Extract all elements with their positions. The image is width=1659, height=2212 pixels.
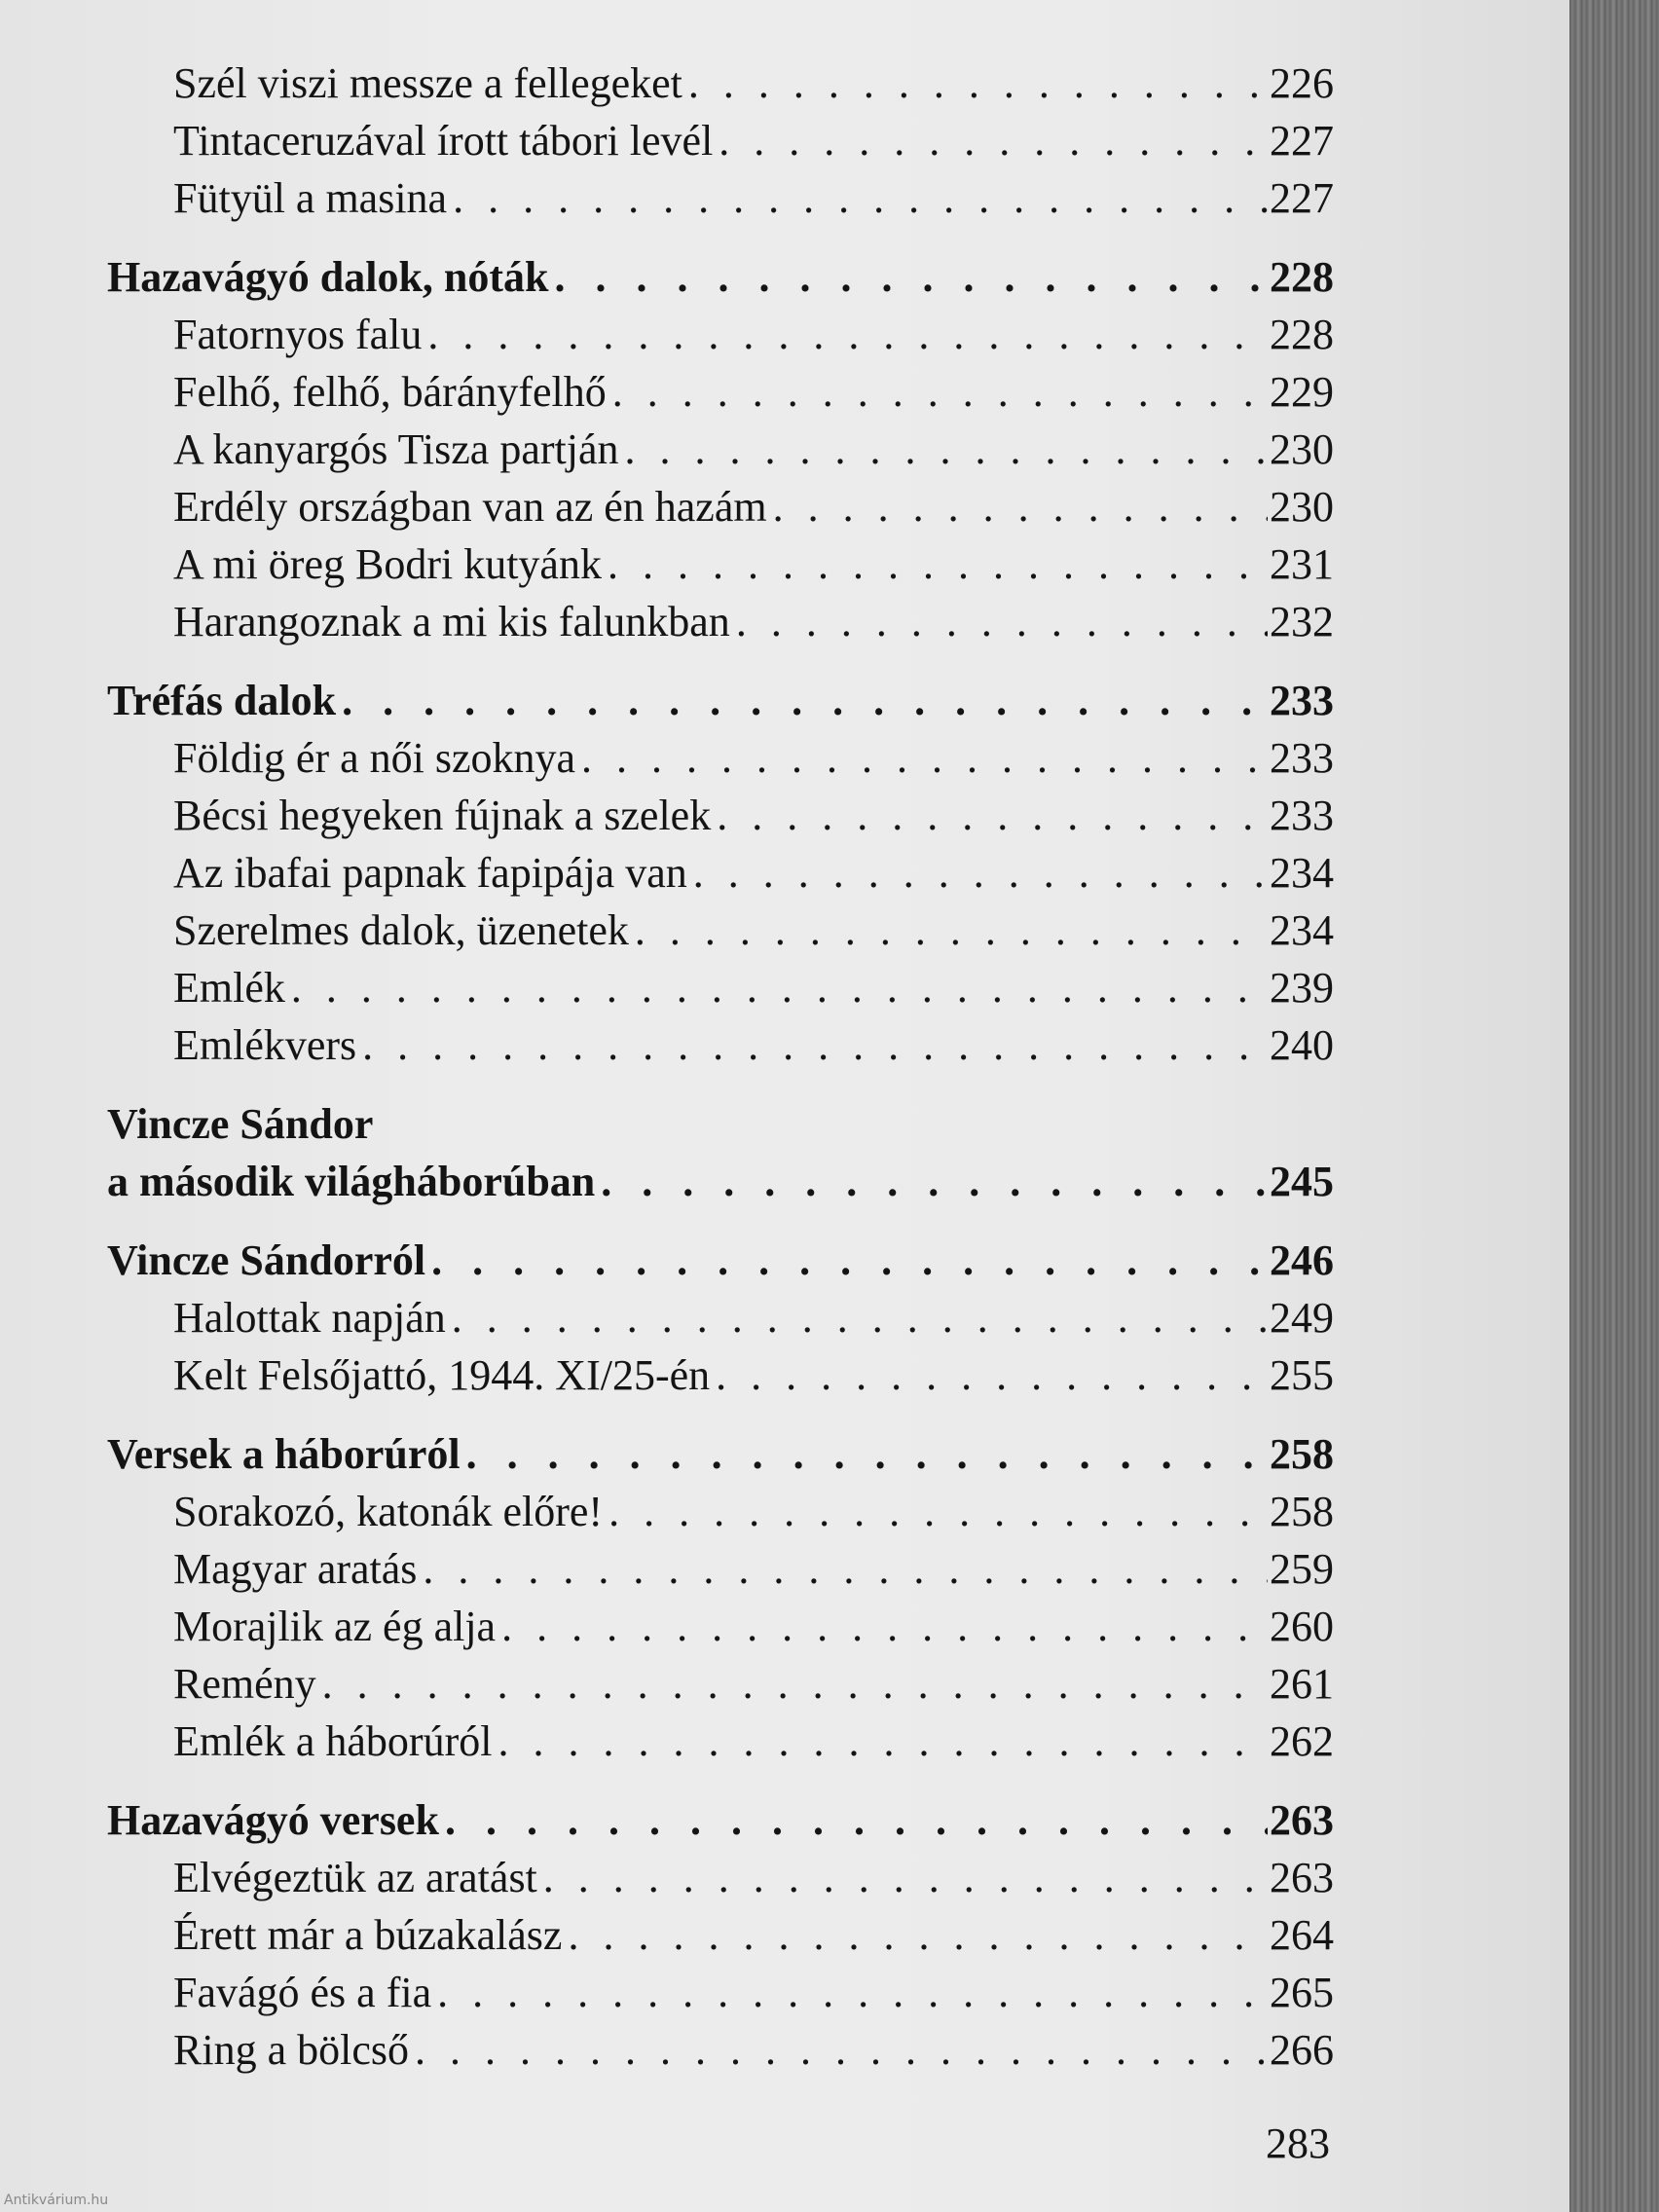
- leader-dots: [452, 1289, 1268, 1346]
- toc-section-heading: [107, 1791, 1334, 1849]
- toc-entry-title: Bécsi hegyeken fújnak a szelek: [173, 792, 712, 839]
- toc-section-heading-line1: [107, 1095, 1334, 1153]
- section-title: Hazavágyó dalok, nóták: [107, 253, 549, 301]
- section-title: Vincze Sándorról: [107, 1236, 426, 1284]
- toc-entry: [107, 902, 1334, 959]
- toc-entry: [107, 729, 1334, 787]
- toc-entry-page: 262: [1270, 1717, 1334, 1765]
- toc-entry-title: Szerelmes dalok, üzenetek: [173, 906, 629, 954]
- toc-entry: [107, 1289, 1334, 1346]
- toc-entry: [107, 1655, 1334, 1713]
- section-gap: [107, 1074, 1334, 1095]
- toc-section-heading: [107, 1425, 1334, 1483]
- toc-entry-page: 228: [1270, 311, 1334, 358]
- toc-entry-title: Emlék a háborúról: [173, 1717, 493, 1765]
- leader-dots: [581, 729, 1268, 787]
- section-page: 228: [1270, 253, 1334, 301]
- leader-dots: [608, 1483, 1268, 1540]
- toc-entry-page: 227: [1270, 174, 1334, 222]
- toc-entry: [107, 169, 1334, 227]
- toc-entry: [107, 1598, 1334, 1655]
- toc-entry-title: Remény: [173, 1660, 316, 1708]
- toc-entry: [107, 1016, 1334, 1074]
- section-page: 246: [1270, 1236, 1334, 1284]
- toc-entry-title: Felhő, felhő, bárányfelhő: [173, 368, 607, 416]
- toc-entry: [107, 593, 1334, 650]
- leader-dots: [555, 248, 1268, 306]
- leader-dots: [717, 787, 1268, 844]
- table-of-contents: [107, 55, 1334, 2079]
- toc-entry-page: 261: [1270, 1660, 1334, 1708]
- toc-entry-title: Sorakozó, katonák előre!: [173, 1488, 604, 1535]
- toc-entry-title: Fütyül a masina: [173, 174, 448, 222]
- toc-entry-page: 255: [1270, 1351, 1334, 1399]
- toc-entry-title: Erdély országban van az én hazám: [173, 483, 767, 531]
- toc-entry-page: 234: [1270, 849, 1334, 897]
- leader-dots: [427, 306, 1268, 363]
- toc-entry-page: 249: [1270, 1294, 1334, 1342]
- section-gap: [107, 227, 1334, 248]
- toc-entry: [107, 1540, 1334, 1598]
- toc-entry: [107, 55, 1334, 112]
- toc-entry: [107, 1849, 1334, 1906]
- leader-dots: [601, 1153, 1268, 1210]
- toc-entry-page: 229: [1270, 368, 1334, 416]
- leader-dots: [612, 363, 1268, 421]
- section-gap: [107, 1404, 1334, 1425]
- toc-entry: [107, 2021, 1334, 2079]
- section-page: 233: [1270, 677, 1334, 724]
- leader-dots: [437, 1964, 1268, 2021]
- toc-entry-page: 259: [1270, 1545, 1334, 1593]
- leader-dots: [736, 593, 1268, 650]
- toc-entry-page: 233: [1270, 734, 1334, 782]
- leader-dots: [291, 959, 1268, 1016]
- toc-entry: [107, 787, 1334, 844]
- toc-entry: [107, 959, 1334, 1016]
- toc-entry: [107, 1964, 1334, 2021]
- leader-dots: [445, 1791, 1268, 1849]
- section-title: Hazavágyó versek: [107, 1796, 439, 1844]
- leader-dots: [635, 902, 1268, 959]
- toc-entry-title: Morajlik az ég alja: [173, 1603, 497, 1650]
- leader-dots: [342, 672, 1268, 729]
- toc-entry-title: Magyar aratás: [173, 1545, 418, 1593]
- toc-entry-page: 227: [1270, 117, 1334, 165]
- leader-dots: [431, 1232, 1268, 1289]
- toc-section-heading: [107, 1232, 1334, 1289]
- toc-entry-title: Fatornyos falu: [173, 311, 423, 358]
- toc-entry-page: 234: [1270, 906, 1334, 954]
- leader-dots: [415, 2021, 1268, 2079]
- leader-dots: [501, 1598, 1268, 1655]
- toc-entry: [107, 363, 1334, 421]
- section-gap: [107, 1770, 1334, 1791]
- section-title: Tréfás dalok: [107, 677, 337, 724]
- section-page: 258: [1270, 1430, 1334, 1478]
- book-edge: [1569, 0, 1659, 2212]
- toc-entry-page: 231: [1270, 540, 1334, 588]
- toc-entry-title: Favágó és a fia: [173, 1969, 432, 2016]
- leader-dots: [543, 1849, 1268, 1906]
- toc-entry-title: Elvégeztük az aratást: [173, 1854, 537, 1901]
- section-title: a második világháborúban: [107, 1158, 596, 1205]
- toc-entry-page: 230: [1270, 425, 1334, 473]
- leader-dots: [362, 1016, 1268, 1074]
- toc-entry: [107, 1483, 1334, 1540]
- toc-entry-title: Tintaceruzával írott tábori levél: [173, 117, 714, 165]
- section-title: Versek a háborúról: [107, 1430, 461, 1478]
- watermark: Antikvárium.hu: [4, 2193, 109, 2208]
- leader-dots: [466, 1425, 1268, 1483]
- toc-entry-title: Ring a bölcső: [173, 2026, 409, 2074]
- toc-entry-page: 226: [1270, 59, 1334, 107]
- section-gap: [107, 650, 1334, 672]
- toc-entry-title: A kanyargós Tisza partján: [173, 425, 619, 473]
- toc-entry-page: 265: [1270, 1969, 1334, 2016]
- toc-entry-title: Az ibafai papnak fapipája van: [173, 849, 687, 897]
- page-number: 283: [1266, 2120, 1330, 2167]
- toc-entry-page: 260: [1270, 1603, 1334, 1650]
- leader-dots: [608, 535, 1268, 593]
- leader-dots: [625, 421, 1269, 478]
- toc-entry-title: Harangoznak a mi kis falunkban: [173, 598, 730, 645]
- toc-entry-page: 258: [1270, 1488, 1334, 1535]
- toc-entry: [107, 478, 1334, 535]
- toc-entry-page: 239: [1270, 964, 1334, 1012]
- leader-dots: [719, 112, 1268, 169]
- toc-entry: [107, 1713, 1334, 1770]
- toc-section-heading: [107, 248, 1334, 306]
- toc-entry: [107, 421, 1334, 478]
- section-page: 245: [1270, 1158, 1334, 1205]
- leader-dots: [322, 1655, 1268, 1713]
- toc-entry-page: 263: [1270, 1854, 1334, 1901]
- leader-dots: [498, 1713, 1268, 1770]
- section-gap: [107, 1210, 1334, 1232]
- leader-dots: [773, 478, 1268, 535]
- section-page: 263: [1270, 1796, 1334, 1844]
- toc-entry-title: Emlékvers: [173, 1021, 357, 1069]
- toc-entry-page: 240: [1270, 1021, 1334, 1069]
- toc-entry-title: A mi öreg Bodri kutyánk: [173, 540, 602, 588]
- leader-dots: [568, 1906, 1268, 1964]
- toc-section-heading: [107, 1153, 1334, 1210]
- section-title-line1: Vincze Sándor: [107, 1100, 374, 1148]
- toc-entry-page: 232: [1270, 598, 1334, 645]
- toc-entry-page: 266: [1270, 2026, 1334, 2074]
- toc-entry: [107, 306, 1334, 363]
- toc-entry-page: 264: [1270, 1911, 1334, 1959]
- leader-dots: [716, 1346, 1268, 1404]
- toc-entry-title: Emlék: [173, 964, 285, 1012]
- toc-entry-title: Szél viszi messze a fellegeket: [173, 59, 682, 107]
- toc-entry: [107, 1346, 1334, 1404]
- toc-entry-page: 230: [1270, 483, 1334, 531]
- toc-entry-title: Érett már a búzakalász: [173, 1911, 563, 1959]
- toc-entry-title: Kelt Felsőjattó, 1944. XI/25-én: [173, 1351, 711, 1399]
- toc-entry: [107, 1906, 1334, 1964]
- toc-entry: [107, 844, 1334, 902]
- toc-entry: [107, 535, 1334, 593]
- toc-entry-title: Földig ér a női szoknya: [173, 734, 576, 782]
- leader-dots: [688, 55, 1268, 112]
- toc-section-heading: [107, 672, 1334, 729]
- toc-entry-page: 233: [1270, 792, 1334, 839]
- leader-dots: [423, 1540, 1268, 1598]
- leader-dots: [693, 844, 1268, 902]
- toc-entry: [107, 112, 1334, 169]
- leader-dots: [453, 169, 1268, 227]
- toc-entry-title: Halottak napján: [173, 1294, 446, 1342]
